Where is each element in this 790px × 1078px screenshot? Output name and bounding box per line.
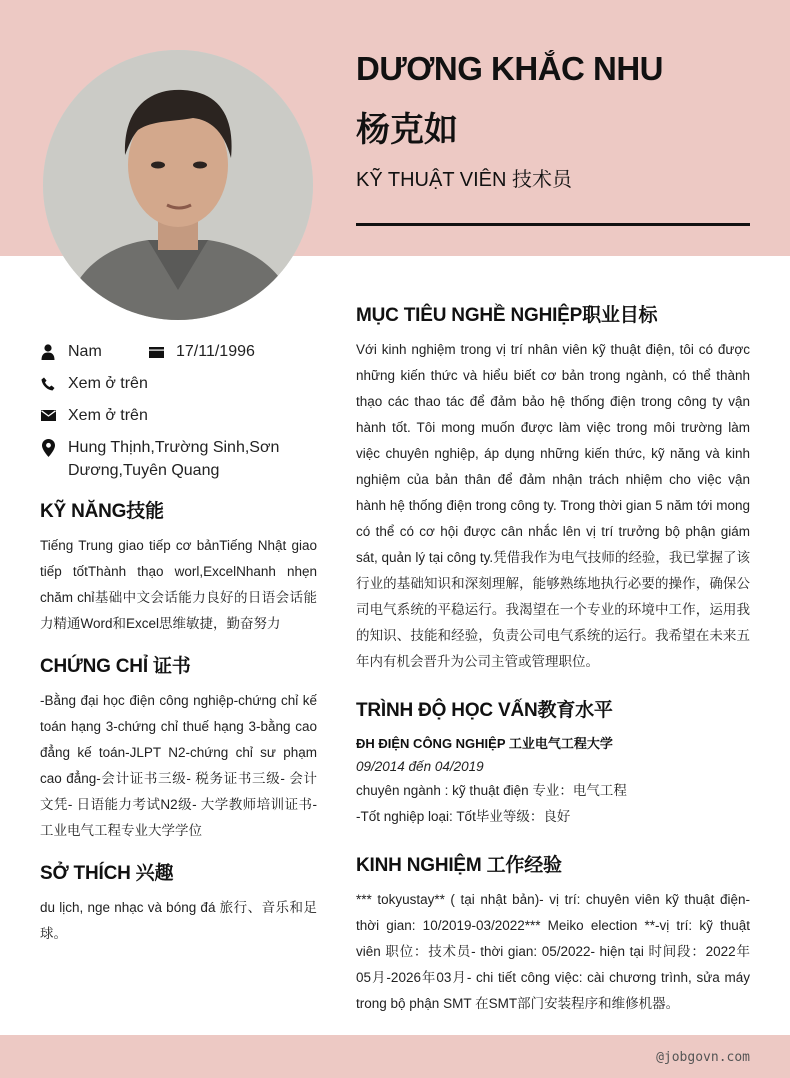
right-column bbox=[356, 300, 750, 1037]
dob-text: 17/11/1996 bbox=[176, 343, 255, 360]
gender-text: Nam bbox=[68, 343, 102, 360]
education-title: TRÌNH ĐỘ HỌC VẤN教育水平 bbox=[356, 700, 613, 721]
objective-text: Với kinh nghiệm trong vị trí nhân viên kỹ thuật điện, tôi có được những kiến thức và hiểu biết cơ bản trong ngành, có thể thành thạo các thao tác để đảm bảo hệ thống điện trong công ty vận hành tốt. Tôi mong muốn được làm việc trong môi trường làm việc chuyên nghiệp, áp dụng những kiến thức, kỹ năng và kinh nghiệm của bản thân để đảm nhận trách nhiệm cho việc vận hành hệ thống điện trong công ty. Trong thời gian 5 năm tới mong có thể có cơ hội được cân nhắc lên vị trí trưởng bộ phận giám sát, quản lý tại công ty.凭借我作为电气技师的经验，我已掌握了该行业的基础知识和深刻理解，能够熟练地执行必要的操作，确保公司电气系统的平稳运行。我渴望在一个专业的环境中工作，运用我的知识、技能和经验，负责公司电气系统的运行。我希望在未来五年内有机会晋升为公司主管或管理职位。 bbox=[356, 342, 750, 669]
watermark-text: @jobgovn.com bbox=[656, 1050, 750, 1065]
education-grade: -Tốt nghiệp loại: Tốt毕业等级：良好 bbox=[356, 809, 571, 824]
email-text: Xem ở trên bbox=[68, 407, 148, 424]
title-divider bbox=[356, 223, 750, 226]
calendar-icon bbox=[148, 340, 164, 363]
certificates-title: CHỨNG CHỈ 证书 bbox=[40, 656, 191, 677]
hobbies-title: SỞ THÍCH 兴趣 bbox=[40, 863, 174, 884]
name-vietnamese: DƯƠNG KHẮC NHU bbox=[356, 50, 664, 87]
profile-photo bbox=[43, 50, 313, 320]
address-text: Hung Thịnh,Trường Sinh,Sơn Dương,Tuyên Quang bbox=[68, 439, 280, 479]
objective-title: MỤC TIÊU NGHỀ NGHIỆP职业目标 bbox=[356, 305, 658, 326]
contact-phone bbox=[40, 372, 317, 395]
education-period: 09/2014 đến 04/2019 bbox=[356, 759, 484, 774]
left-column bbox=[40, 340, 317, 947]
contact-gender bbox=[40, 340, 148, 363]
hobbies-text: du lịch, nge nhạc và bóng đá 旅行、音乐和足球。 bbox=[40, 900, 317, 941]
experience-title: KINH NGHIỆM 工作经验 bbox=[356, 855, 562, 876]
certificates-section bbox=[40, 651, 317, 844]
hobbies-section bbox=[40, 858, 317, 947]
contact-email bbox=[40, 404, 317, 427]
skills-text: Tiếng Trung giao tiếp cơ bảnTiếng Nhật giao tiếp tốtThành thạo worl,ExcelNhanh nhẹn chăm chỉ基础中文会话能力良好的日语会话能力精通Word和Excel思维敏捷，勤奋努力 bbox=[40, 538, 317, 631]
phone-icon bbox=[40, 372, 56, 395]
person-icon bbox=[40, 340, 56, 363]
contact-address bbox=[40, 436, 317, 482]
education-section bbox=[356, 695, 750, 830]
objective-section bbox=[356, 300, 750, 675]
contact-dob bbox=[148, 340, 255, 363]
skills-section bbox=[40, 496, 317, 637]
education-school: ĐH ĐIỆN CÔNG NGHIỆP 工业电气工程大学 bbox=[356, 736, 613, 751]
education-major: chuyên ngành : kỹ thuật điện 专业：电气工程 bbox=[356, 783, 627, 798]
phone-text: Xem ở trên bbox=[68, 375, 148, 392]
contact-gender-dob bbox=[40, 340, 317, 372]
job-title: KỸ THUẬT VIÊN 技术员 bbox=[356, 169, 572, 191]
experience-text: *** tokyustay** ( tại nhật bản)- vị trí: chuyên viên kỹ thuật điện- thời gian: 10/2019-03/2022*** Meiko election **-vị trí: kỹ thuật viên 职位：技术员- thời gian: 05/2022- hiện tại 时间段：2022年05月-2026年03月- chi tiết công việc: cài chương trình, sửa máy trong bộ phận SMT 在SMT部门安装程序和维修机器。 bbox=[356, 892, 750, 1011]
certificates-text: -Bằng đại học điện công nghiệp-chứng chỉ kế toán hạng 3-chứng chỉ thuế hạng 3-bằng cao đẳng kế toán-JLPT N2-chứng chỉ sư phạm cao đẳng-会计证书三级- 税务证书三级- 会计文凭- 日语能力考试N2级- 大学教师培训证书-工业电气工程专业大学学位 bbox=[40, 693, 317, 838]
skills-title: KỸ NĂNG技能 bbox=[40, 501, 164, 522]
name-chinese: 杨克如 bbox=[356, 111, 458, 149]
location-pin-icon bbox=[40, 436, 56, 459]
mail-icon bbox=[40, 404, 56, 427]
experience-section bbox=[356, 850, 750, 1017]
